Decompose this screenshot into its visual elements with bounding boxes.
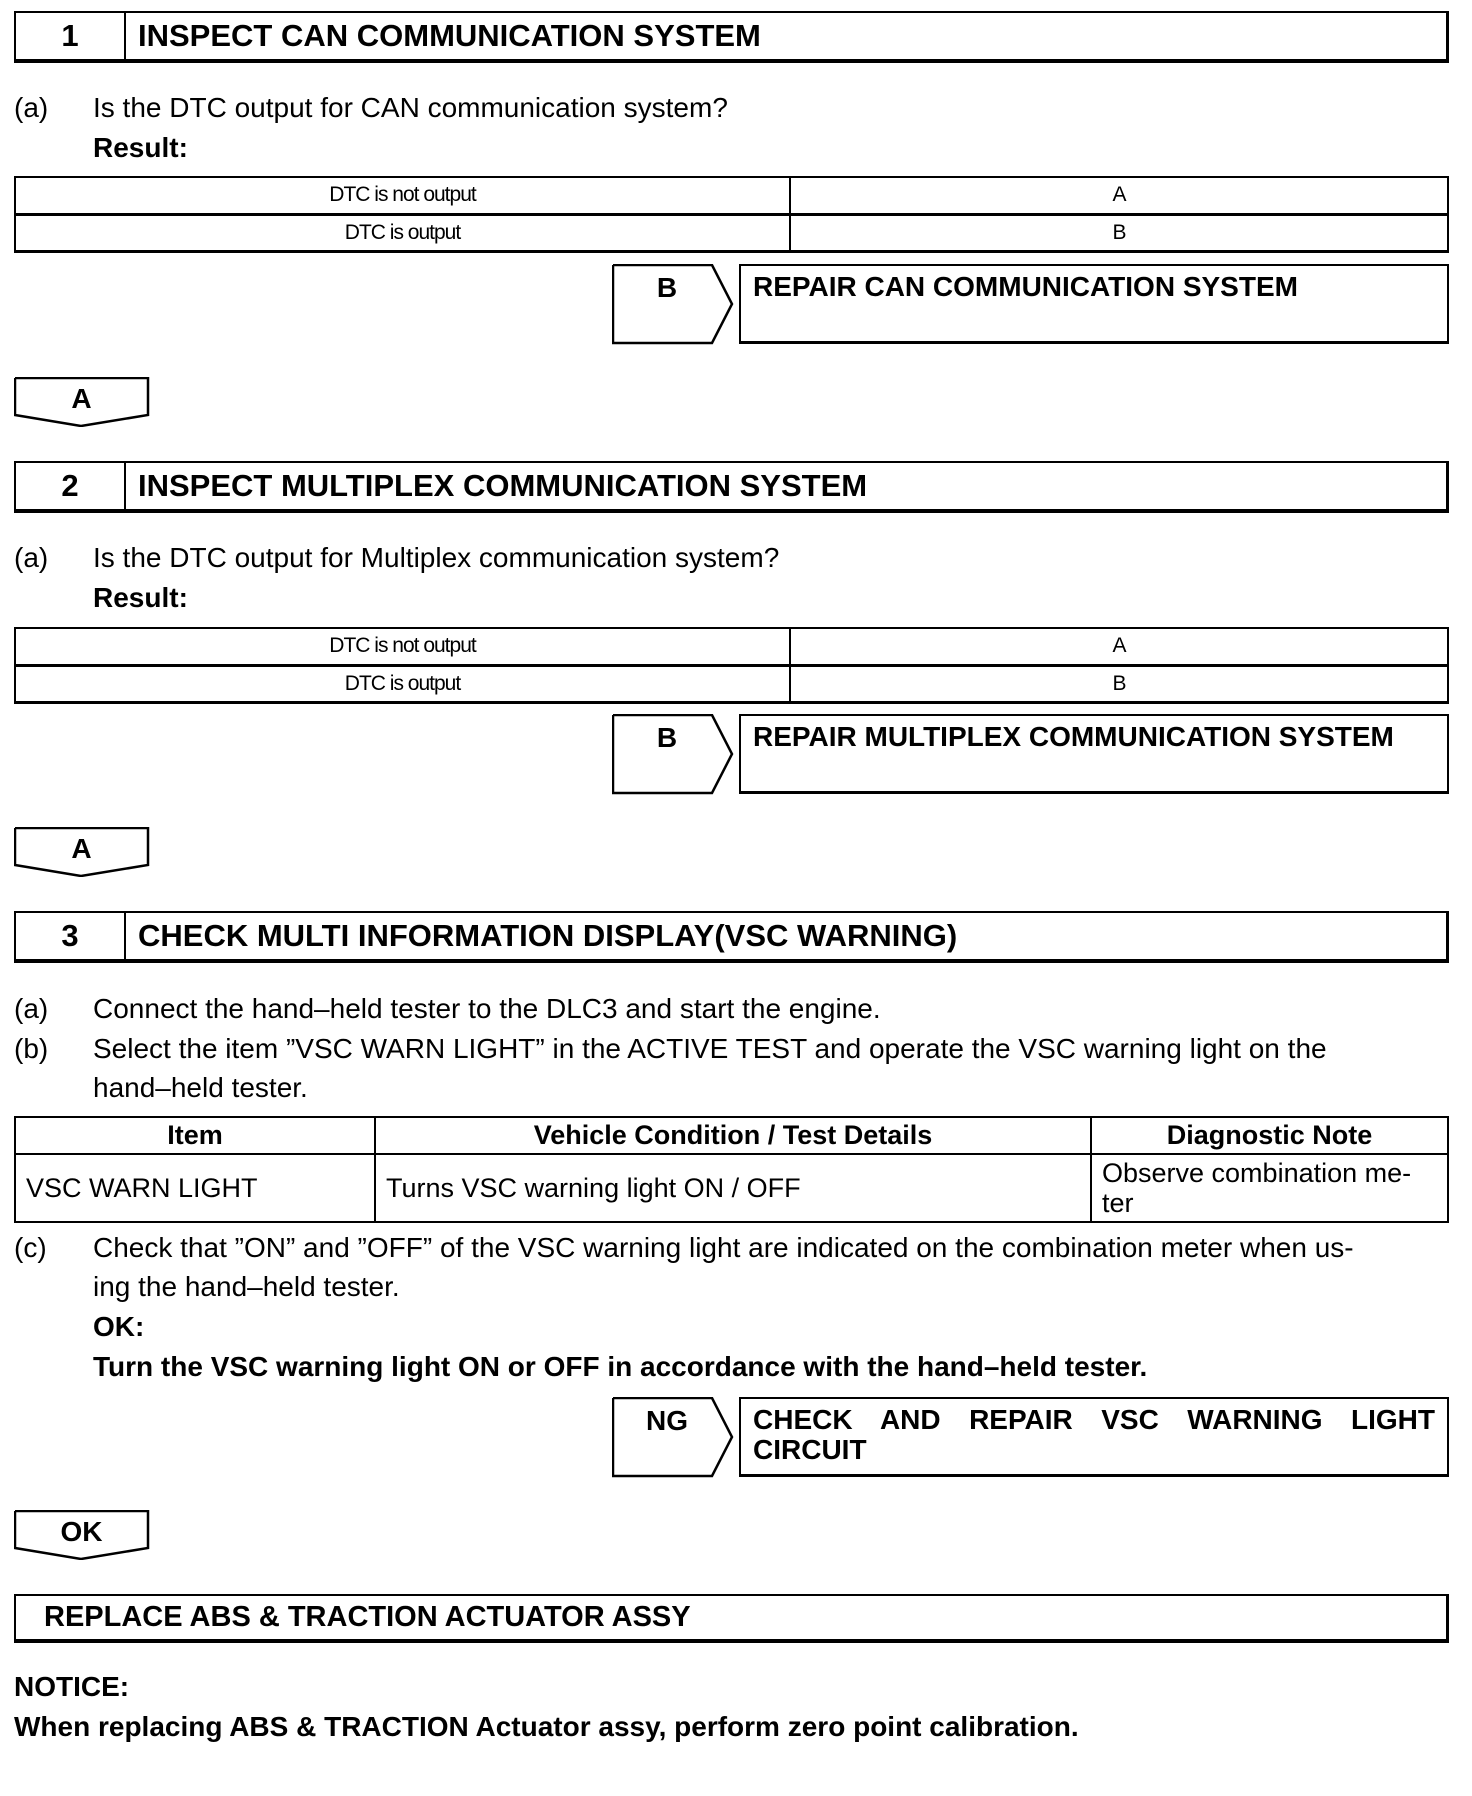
- table-cell: A: [790, 628, 1448, 665]
- table-row: [15, 1154, 1448, 1222]
- branch-arrow: [612, 1397, 732, 1477]
- step-number: 3: [16, 913, 126, 959]
- final-action-box: [14, 1594, 1449, 1643]
- result-table: [14, 176, 1449, 253]
- repair-action-box: CHECK AND REPAIR VSC WARNING LIGHT CIRCUIT: [739, 1397, 1449, 1477]
- next-label: A: [71, 833, 92, 864]
- column-header: Vehicle Condition / Test Details: [375, 1117, 1091, 1154]
- repair-action-box: REPAIR CAN COMMUNICATION SYSTEM: [739, 264, 1449, 344]
- result-table: [14, 627, 1449, 704]
- table-header-row: [15, 1117, 1448, 1154]
- branch-label: B: [656, 722, 678, 753]
- step-number: 1: [16, 13, 126, 59]
- table-row: [15, 214, 1448, 251]
- result-label: Result:: [93, 132, 188, 163]
- result-label: Result:: [93, 582, 188, 613]
- table-row: [15, 628, 1448, 665]
- table-cell: B: [790, 214, 1448, 251]
- column-header: Item: [15, 1117, 375, 1154]
- instruction-b: Select the item ”VSC WARN LIGHT” in the ACTIVE TEST and operate the VSC warning light on the: [93, 1033, 1327, 1064]
- table-row: [15, 177, 1448, 214]
- table-cell: DTC is not output: [15, 177, 790, 214]
- item-label: (a): [14, 993, 49, 1024]
- table-cell: Turns VSC warning light ON / OFF: [375, 1154, 1091, 1222]
- table-cell: B: [790, 665, 1448, 702]
- repair-action-box: REPAIR MULTIPLEX COMMUNICATION SYSTEM: [739, 714, 1449, 794]
- table-cell: [1091, 1154, 1448, 1222]
- branch-label: B: [656, 272, 678, 303]
- notice-text: When replacing ABS & TRACTION Actuator assy, perform zero point calibration.: [14, 1711, 1079, 1742]
- question: Is the DTC output for CAN communication system?: [93, 92, 728, 123]
- table-cell: VSC WARN LIGHT: [15, 1154, 375, 1222]
- item-label: (b): [14, 1033, 49, 1064]
- step-number: 2: [16, 463, 126, 509]
- note-line: ter: [1102, 1188, 1134, 1218]
- instruction-b-cont: hand–held tester.: [93, 1072, 308, 1103]
- next-label: OK: [60, 1516, 103, 1547]
- item-label: (c): [14, 1232, 47, 1263]
- item-label: (a): [14, 542, 49, 573]
- step-2-header: [14, 461, 1449, 513]
- next-step-tab: [14, 827, 149, 877]
- branch-arrow: [612, 264, 732, 344]
- instruction-c: Check that ”ON” and ”OFF” of the VSC warning light are indicated on the combination meter when us-: [93, 1232, 1354, 1263]
- next-step-tab: [14, 377, 149, 427]
- instruction-c-cont: ing the hand–held tester.: [93, 1271, 400, 1302]
- step-title: INSPECT CAN COMMUNICATION SYSTEM: [138, 18, 761, 53]
- table-row: [15, 665, 1448, 702]
- ok-label: OK:: [93, 1311, 145, 1342]
- table-cell: DTC is output: [15, 665, 790, 702]
- column-header: Diagnostic Note: [1091, 1117, 1448, 1154]
- question: Is the DTC output for Multiplex communication system?: [93, 542, 780, 573]
- table-cell: DTC is output: [15, 214, 790, 251]
- step-3-header: [14, 911, 1449, 963]
- note-line: Observe combination me-: [1102, 1158, 1412, 1188]
- table-cell: A: [790, 177, 1448, 214]
- instruction-a: Connect the hand–held tester to the DLC3 and start the engine.: [93, 993, 881, 1024]
- branch-arrow: [612, 714, 732, 794]
- table-cell: DTC is not output: [15, 628, 790, 665]
- step-1-header: [14, 11, 1449, 63]
- branch-label: NG: [646, 1405, 688, 1436]
- notice-label: NOTICE:: [14, 1671, 130, 1702]
- next-label: A: [71, 383, 92, 414]
- step-title: CHECK MULTI INFORMATION DISPLAY(VSC WARNING): [138, 918, 958, 953]
- next-step-tab: [14, 1510, 149, 1560]
- final-action: REPLACE ABS & TRACTION ACTUATOR ASSY: [44, 1601, 691, 1633]
- step-title: INSPECT MULTIPLEX COMMUNICATION SYSTEM: [138, 468, 868, 503]
- item-label: (a): [14, 92, 49, 123]
- active-test-table: [14, 1116, 1449, 1223]
- ok-criteria: Turn the VSC warning light ON or OFF in accordance with the hand–held tester.: [93, 1351, 1148, 1382]
